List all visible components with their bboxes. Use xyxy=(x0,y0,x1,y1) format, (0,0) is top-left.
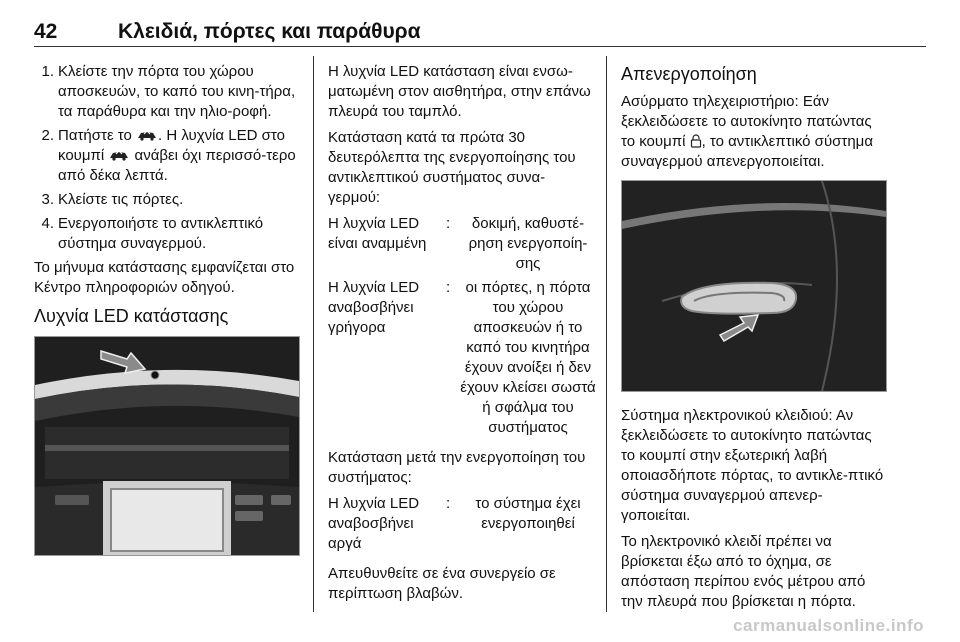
remote-text-post: , το αντικλεπτικό σύστημα συναγερμού απενεργοποιείται. xyxy=(621,133,873,170)
status-row xyxy=(328,214,596,274)
page-header xyxy=(34,8,926,46)
step-text: Κλείστε την πόρτα του χώρου αποσκευών, το καπό του κινη-τήρα, τα παράθυρα και την ηλιο-ροφή. xyxy=(58,63,296,120)
status-value: οι πόρτες, η πόρτα του χώρου αποσκευών ή το καπό του κινητήρα έχουν ανοίξει ή δεν έχουν κλείσει σωστά ή σφάλμα του συστήματος xyxy=(460,279,596,436)
header-divider xyxy=(34,46,926,47)
status-colon: : xyxy=(446,215,451,232)
step-text: Ενεργοποιήστε το αντικλεπτικό σύστημα συναγερμού. xyxy=(58,215,264,252)
step-item xyxy=(34,214,298,254)
step-text: ανάβει όχι περισσό-τερο από δέκα λεπτά. xyxy=(58,147,296,184)
dashboard-led-illustration xyxy=(34,336,300,556)
column-left xyxy=(34,62,298,556)
watermark: carmanualsonline.info xyxy=(733,616,924,635)
car-alarm-icon xyxy=(108,149,130,161)
door-handle-illustration xyxy=(621,180,887,392)
step-text: Πατήστε το xyxy=(58,127,137,144)
step-text: Κλείστε τις πόρτες. xyxy=(58,191,184,208)
step-item xyxy=(34,126,298,186)
column-right xyxy=(621,62,889,618)
step-number: 1. xyxy=(41,63,54,80)
status-row xyxy=(328,278,596,438)
step-number: 2. xyxy=(41,127,54,144)
key-distance-note: Το ηλεκτρονικό κλειδί πρέπει να βρίσκεται έξω από το όχημα, σε απόσταση περίπου ενός μέτρου από την πλευρά που βρίσκεται η πόρτα. xyxy=(621,533,866,610)
step-number: 3. xyxy=(41,191,54,208)
column-divider xyxy=(606,56,607,612)
step-number: 4. xyxy=(41,215,54,232)
remote-control-text xyxy=(621,92,889,172)
step-item xyxy=(34,190,298,210)
section-heading-deactivation: Απενεργοποίηση xyxy=(621,64,757,84)
status-colon: : xyxy=(446,279,451,296)
first30-title: Κατάσταση κατά τα πρώτα 30 δευτερόλεπτα της ενεργοποίησης του αντικλεπτικού συστήματος συνα-γερμού: xyxy=(328,129,576,206)
step-item xyxy=(34,62,298,122)
section-heading-led: Λυχνία LED κατάστασης xyxy=(34,306,229,326)
electronic-key-text: Σύστημα ηλεκτρονικού κλειδιού: Αν ξεκλειδώσετε το αυτοκίνητο πατώντας το κουμπί στην εξωτερική λαβή οποιασδήποτε πόρτας, το αντικλε-πτικό σύστημα συναγερμού απενερ-γοποιείται. xyxy=(621,407,884,524)
status-table-after xyxy=(328,494,596,554)
page-number: 42 xyxy=(34,20,58,43)
status-label: Η λυχνία LED είναι αναμμένη xyxy=(328,215,427,252)
after-activation-title: Κατάσταση μετά την ενεργοποίηση του συστήματος: xyxy=(328,449,586,486)
door-handle-drawing xyxy=(622,181,886,391)
steps-list xyxy=(34,62,298,254)
contact-workshop-text: Απευθυνθείτε σε ένα συνεργείο σε περίπτωση βλαβών. xyxy=(328,565,556,602)
status-label: Η λυχνία LED αναβοσβήνει γρήγορα xyxy=(328,279,420,336)
page-title: Κλειδιά, πόρτες και παράθυρα xyxy=(118,20,421,43)
status-row xyxy=(328,494,596,554)
column-divider xyxy=(313,56,314,612)
status-value: το σύστημα έχει ενεργοποιηθεί xyxy=(475,495,581,532)
status-message-text: Το μήνυμα κατάστασης εμφανίζεται στο Κέντρο πληροφοριών οδηγού. xyxy=(34,259,295,296)
dashboard-illustration xyxy=(35,337,299,555)
led-intro-text: Η λυχνία LED κατάσταση είναι ενσω-ματωμένη στον αισθητήρα, στην επάνω πλευρά του ταμπλό. xyxy=(328,63,591,120)
car-alarm-icon xyxy=(136,129,158,141)
step-text: . Η λυχνία LED στο κουμπί xyxy=(58,127,285,164)
status-colon: : xyxy=(446,495,451,512)
padlock-icon xyxy=(690,134,702,148)
status-value: δοκιμή, καθυστέ-ρηση ενεργοποίη-σης xyxy=(468,215,588,272)
column-middle xyxy=(328,62,596,610)
remote-text-pre: Ασύρματο τηλεχειριστήριο: Εάν ξεκλειδώσετε το αυτοκίνητο πατώντας το κουμπί xyxy=(621,93,872,150)
status-label: Η λυχνία LED αναβοσβήνει αργά xyxy=(328,495,420,552)
status-table-first30 xyxy=(328,214,596,438)
